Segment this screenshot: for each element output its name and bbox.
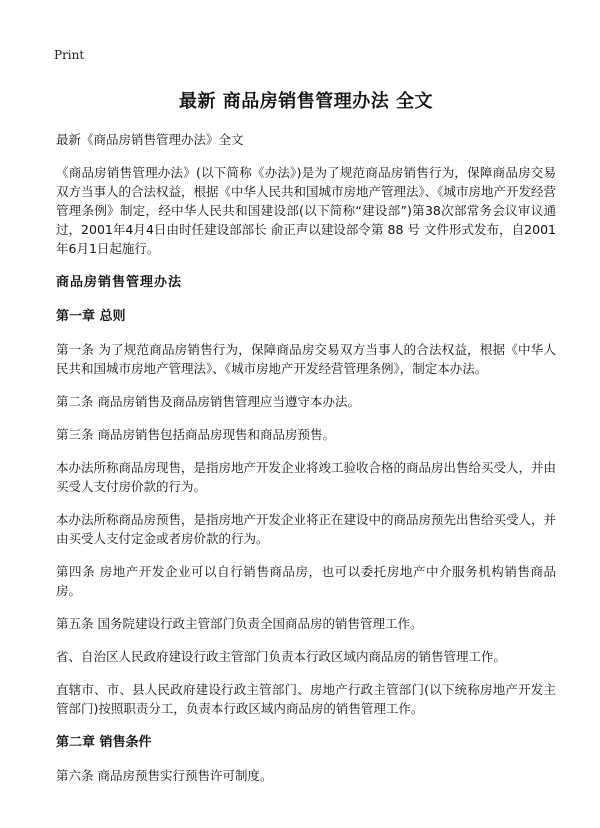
article-paragraph: 第一条 为了规范商品房销售行为，保障商品房交易双方当事人的合法权益，根据《中华人民共和国城市房地产管理法》、《城市房地产开发经营管理条例》，制定本办法。 bbox=[56, 342, 556, 376]
document-subtitle: 最新《商品房销售管理办法》全文 bbox=[56, 132, 244, 147]
chapter-heading: 第二章 销售条件 bbox=[56, 735, 152, 750]
article-paragraph: 直辖市、市、县人民政府建设行政主管部门、房地产行政主管部门(以下统称房地产开发主管部门)按照职责分工，负责本行政区域内商品房的销售管理工作。 bbox=[56, 682, 556, 716]
article-paragraph: 省、自治区人民政府建设行政主管部门负责本行政区域内商品房的销售管理工作。 bbox=[56, 649, 507, 664]
article-paragraph: 第六条 商品房预售实行预售许可制度。 bbox=[56, 768, 273, 783]
article-paragraph: 本办法所称商品房预售，是指房地产开发企业将正在建设中的商品房预先出售给买受人，并由买受人支付定金或者房价款的行为。 bbox=[56, 512, 557, 546]
article-paragraph: 第五条 国务院建设行政主管部门负责全国商品房的销售管理工作。 bbox=[56, 616, 423, 631]
article-paragraph: 第四条 房地产开发企业可以自行销售商品房，也可以委托房地产中介服务机构销售商品房。 bbox=[56, 564, 556, 598]
document-page bbox=[56, 44, 556, 785]
law-heading: 商品房销售管理办法 bbox=[56, 275, 183, 290]
article-paragraph: 第三条 商品房销售包括商品房现售和商品房预售。 bbox=[56, 427, 335, 442]
article-paragraph: 第二条 商品房销售及商品房销售管理应当遵守本办法。 bbox=[56, 394, 360, 409]
article-paragraph: 本办法所称商品房现售，是指房地产开发企业将竣工验收合格的商品房出售给买受人，并由买受人支付房价款的行为。 bbox=[56, 460, 557, 494]
chapter-heading: 第一章 总则 bbox=[56, 309, 126, 324]
page-title: 最新 商品房销售管理办法 全文 bbox=[178, 91, 434, 112]
intro-paragraph: 《商品房销售管理办法》(以下简称《办法》)是为了规范商品房销售行为，保障商品房交易双方当事人的合法权益，根据《中华人民共和国城市房地产管理法》、《城市房地产开发经营管理条例》制定，经中华人民共和国建设部(以下简称“建设部”)第38次部常务会议审议通过，2001年4月4日由时任建设部部长 俞正声以建设部令第 88 号 文件形式发布，自2001年6月1日起施行。 bbox=[56, 165, 557, 256]
print-link[interactable]: Print bbox=[54, 48, 85, 62]
